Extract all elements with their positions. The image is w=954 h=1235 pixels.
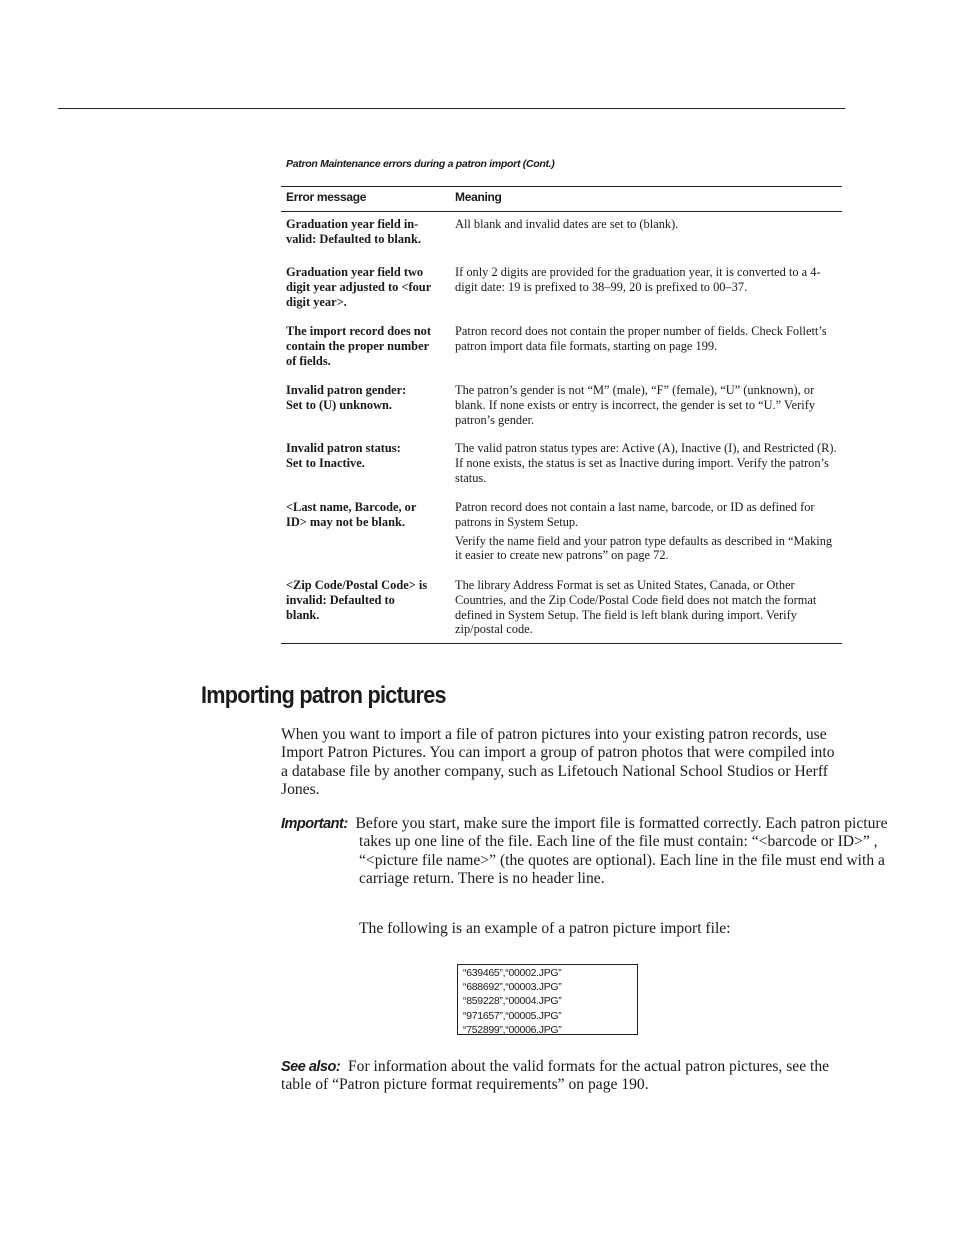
error-meaning <box>455 383 840 431</box>
column-header-meaning: Meaning <box>455 190 502 204</box>
example-intro: The following is an example of a patron picture import file: <box>359 920 731 937</box>
intro-paragraph: When you want to import a file of patron pictures into your existing patron records, use Import Patron Pictures. You can import a group of patron photos that were compiled into a database file by another company, such as Lifetouch National School Studios or Herff Jones. <box>281 726 835 799</box>
see-also-text: For information about the valid formats for the actual patron pictures, see the table of “Patron picture format requirements” on page 190. <box>281 1058 830 1094</box>
important-text: Before you start, make sure the import file is formatted correctly. Each patron picture takes up one line of the file. Each line of the file must contain: “<barcode or ID>” , “<picture file name>” (the quotes are optional). Each line in the file must end with a carriage return. There is no header line. <box>355 815 888 888</box>
error-meaning <box>455 441 840 489</box>
table-header <box>281 186 842 212</box>
meaning-paragraph: Verify the name field and your patron type defaults as described in “Making it easier to create new patrons” on page 72. <box>455 533 833 563</box>
error-message: Invalid patron gender: Set to (U) unknown. <box>286 383 407 412</box>
error-meaning <box>455 324 840 358</box>
column-header-error: Error message <box>286 190 367 204</box>
header-rule <box>58 108 845 109</box>
error-table <box>281 186 842 637</box>
example-file-box <box>457 964 638 1035</box>
section-title: Importing patron pictures <box>201 682 446 709</box>
error-message: Graduation year field two digit year adjusted to <four digit year>. <box>286 265 432 309</box>
example-line: “752899”,“00006.JPG” <box>463 1023 562 1036</box>
see-also-note <box>281 1058 841 1095</box>
important-label: Important: <box>281 816 348 832</box>
example-line: “688692”,“00003.JPG” <box>463 981 562 994</box>
table-bottom-rule <box>281 643 842 644</box>
example-line: “971657”,“00005.JPG” <box>463 1009 562 1022</box>
error-message: Invalid patron status: Set to Inactive. <box>286 441 401 470</box>
error-message: Graduation year field in- valid: Defaulted to blank. <box>286 217 421 246</box>
meaning-paragraph: If only 2 digits are provided for the graduation year, it is converted to a 4-digit date: 19 is prefixed to 38–99, 20 is prefixed to 00–37. <box>455 265 821 294</box>
error-meaning <box>455 217 840 236</box>
example-line: “639465”,“00002.JPG” <box>463 967 562 979</box>
meaning-paragraph: The valid patron status types are: Active (A), Inactive (I), and Restricted (R). If none exists, the status is set as Inactive during import. Verify the patron’s status. <box>455 441 837 485</box>
meaning-paragraph: Patron record does not contain a last name, barcode, or ID as defined for patrons in System Setup. <box>455 500 815 529</box>
error-message: <Zip Code/Postal Code> is invalid: Defaulted to blank. <box>286 578 428 622</box>
error-meaning <box>455 578 840 641</box>
error-meaning <box>455 265 840 299</box>
meaning-paragraph: The library Address Format is set as United States, Canada, or Other Countries, and the Zip Code/Postal Code field does not match the format defined in System Setup. The field is left blank during import. Verify zip/postal code. <box>455 578 817 637</box>
error-message: The import record does not contain the proper number of fields. <box>286 324 432 368</box>
meaning-paragraph: The patron’s gender is not “M” (male), “F” (female), “U” (unknown), or blank. If none exists or entry is incorrect, the gender is set to “U.” Verify patron’s gender. <box>455 383 816 427</box>
important-note <box>281 815 919 889</box>
error-message: <Last name, Barcode, or ID> may not be blank. <box>286 500 417 529</box>
table-caption: Patron Maintenance errors during a patron import (Cont.) <box>286 158 555 170</box>
error-meaning <box>455 500 840 567</box>
meaning-paragraph: All blank and invalid dates are set to (blank). <box>455 217 679 231</box>
meaning-paragraph: Patron record does not contain the proper number of fields. Check Follett’s patron import data file formats, starting on page 199. <box>455 324 827 353</box>
example-line: “859228”,“00004.JPG” <box>463 995 562 1008</box>
see-also-label: See also: <box>281 1059 341 1075</box>
